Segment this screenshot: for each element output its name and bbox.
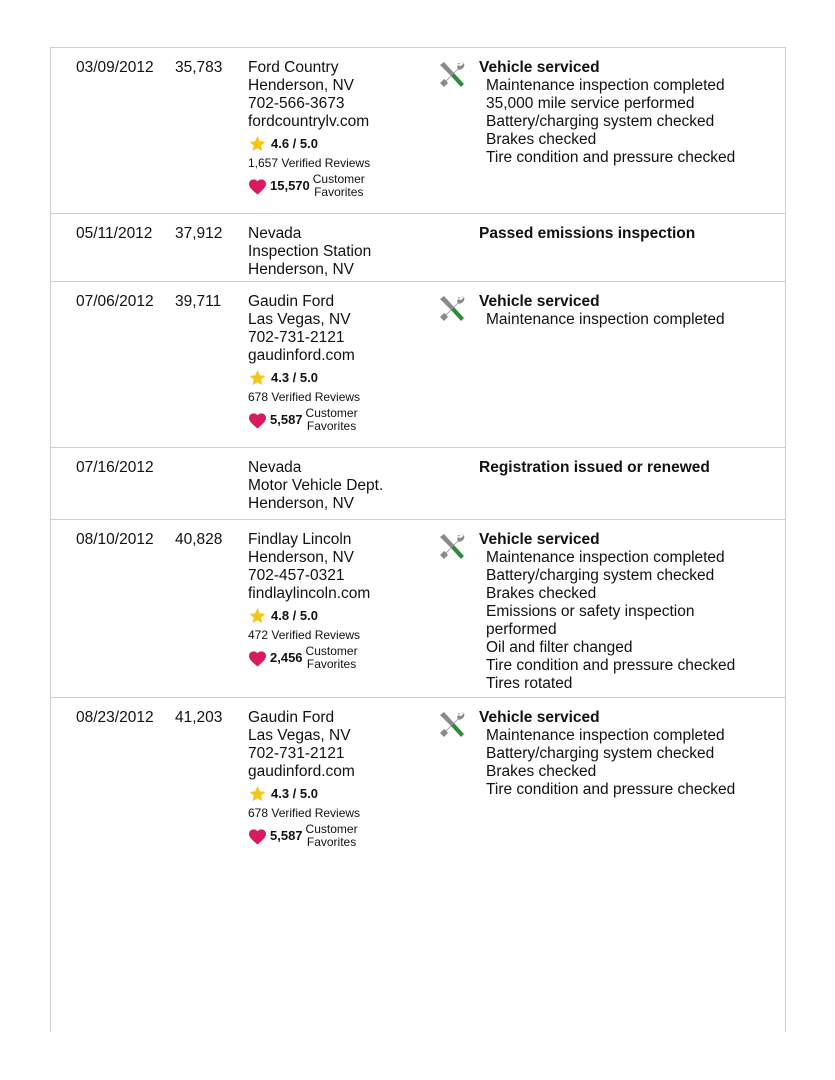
detail-item: Emissions or safety inspection — [486, 603, 695, 620]
detail-item: Tires rotated — [486, 675, 573, 692]
record-details — [479, 59, 779, 167]
wrench-screwdriver-icon — [437, 710, 467, 740]
detail-item: Tire condition and pressure checked — [486, 657, 736, 674]
record-odometer: 40,828 — [175, 531, 223, 548]
source-location: Las Vegas, NV — [248, 727, 351, 744]
favorites-label-line1: Customer — [305, 406, 358, 420]
history-record — [51, 519, 785, 697]
favorites-label — [306, 645, 358, 671]
source-rating — [248, 607, 428, 625]
record-details — [479, 293, 779, 329]
customer-favorites — [248, 171, 428, 201]
record-date: 08/23/2012 — [76, 709, 154, 726]
detail-item: performed — [486, 621, 557, 638]
detail-item: Maintenance inspection completed — [486, 727, 725, 744]
source-rating — [248, 135, 428, 153]
verified-reviews-link[interactable]: 678 Verified Reviews — [248, 390, 361, 404]
favorites-label-line1: Customer — [312, 172, 365, 186]
history-record — [51, 47, 785, 213]
source-location: Henderson, NV — [248, 261, 354, 278]
record-details — [479, 531, 779, 693]
favorites-label — [306, 823, 358, 849]
star-icon — [248, 135, 267, 153]
history-record — [51, 281, 785, 447]
history-record — [51, 697, 785, 865]
rating-value: 4.3 / 5.0 — [271, 370, 318, 385]
heart-icon — [248, 828, 267, 845]
favorites-count: 5,587 — [270, 828, 303, 843]
detail-item: Maintenance inspection completed — [486, 77, 725, 94]
detail-item: 35,000 mile service performed — [486, 95, 695, 112]
source-phone[interactable]: 702-457-0321 — [248, 567, 345, 584]
source-location: Henderson, NV — [248, 77, 354, 94]
verified-reviews-link[interactable]: 678 Verified Reviews — [248, 806, 361, 820]
rating-value: 4.6 / 5.0 — [271, 136, 318, 151]
star-icon — [248, 785, 267, 803]
source-name: Ford Country — [248, 59, 339, 76]
record-odometer: 41,203 — [175, 709, 223, 726]
wrench-screwdriver-icon — [437, 532, 467, 562]
wrench-screwdriver-icon — [437, 60, 467, 90]
customer-favorites — [248, 643, 428, 673]
source-rating — [248, 785, 428, 803]
detail-item: Maintenance inspection completed — [486, 549, 725, 566]
detail-item: Battery/charging system checked — [486, 113, 715, 130]
source-website-link[interactable]: gaudinford.com — [248, 763, 355, 780]
source-name-line2: Motor Vehicle Dept. — [248, 477, 384, 494]
record-source — [248, 459, 428, 513]
record-source — [248, 531, 428, 673]
service-history-records — [51, 47, 785, 865]
record-date: 05/11/2012 — [76, 225, 153, 242]
record-date: 08/10/2012 — [76, 531, 154, 548]
record-odometer: 39,711 — [175, 293, 222, 310]
record-details — [479, 459, 779, 477]
source-rating — [248, 369, 428, 387]
favorites-label-line1: Customer — [305, 822, 358, 836]
history-record — [51, 213, 785, 281]
favorites-label — [306, 407, 358, 433]
record-headline: Passed emissions inspection — [479, 225, 696, 242]
detail-item: Brakes checked — [486, 763, 597, 780]
record-date: 07/06/2012 — [76, 293, 154, 310]
record-headline: Registration issued or renewed — [479, 459, 710, 476]
record-headline: Vehicle serviced — [479, 531, 600, 548]
detail-item: Brakes checked — [486, 131, 597, 148]
favorites-count: 15,570 — [270, 178, 310, 193]
source-phone[interactable]: 702-731-2121 — [248, 745, 345, 762]
rating-value: 4.8 / 5.0 — [271, 608, 318, 623]
record-headline: Vehicle serviced — [479, 293, 600, 310]
source-name: Gaudin Ford — [248, 709, 335, 726]
customer-favorites — [248, 405, 428, 435]
rating-value: 4.3 / 5.0 — [271, 786, 318, 801]
favorites-count: 2,456 — [270, 650, 303, 665]
record-source — [248, 225, 428, 279]
source-phone[interactable]: 702-566-3673 — [248, 95, 345, 112]
record-details — [479, 709, 779, 799]
detail-item: Oil and filter changed — [486, 639, 633, 656]
wrench-screwdriver-icon — [437, 294, 467, 324]
detail-item: Battery/charging system checked — [486, 567, 715, 584]
source-location: Las Vegas, NV — [248, 311, 351, 328]
favorites-label-line2: Favorites — [314, 185, 364, 199]
source-location: Henderson, NV — [248, 549, 354, 566]
detail-item: Tire condition and pressure checked — [486, 149, 736, 166]
heart-icon — [248, 650, 267, 667]
favorites-label-line2: Favorites — [306, 657, 357, 671]
favorites-label-line1: Customer — [305, 644, 358, 658]
source-name: Nevada — [248, 225, 302, 242]
favorites-label-line2: Favorites — [306, 419, 357, 433]
source-phone[interactable]: 702-731-2121 — [248, 329, 345, 346]
source-name: Nevada — [248, 459, 302, 476]
heart-icon — [248, 412, 267, 429]
source-website-link[interactable]: findlaylincoln.com — [248, 585, 371, 602]
source-name: Gaudin Ford — [248, 293, 335, 310]
record-date: 07/16/2012 — [76, 459, 154, 476]
verified-reviews-link[interactable]: 1,657 Verified Reviews — [248, 156, 371, 170]
source-location: Henderson, NV — [248, 495, 354, 512]
source-website-link[interactable]: gaudinford.com — [248, 347, 355, 364]
star-icon — [248, 607, 267, 625]
detail-item: Tire condition and pressure checked — [486, 781, 736, 798]
record-odometer: 37,912 — [175, 225, 223, 242]
source-name: Findlay Lincoln — [248, 531, 352, 548]
star-icon — [248, 369, 267, 387]
record-date: 03/09/2012 — [76, 59, 154, 76]
record-source — [248, 293, 428, 435]
favorites-count: 5,587 — [270, 412, 303, 427]
heart-icon — [248, 178, 267, 195]
history-table-frame — [50, 47, 786, 1032]
detail-item: Maintenance inspection completed — [486, 311, 725, 328]
favorites-label-line2: Favorites — [306, 835, 357, 849]
record-headline: Vehicle serviced — [479, 709, 600, 726]
source-name-line2: Inspection Station — [248, 243, 372, 260]
verified-reviews-link[interactable]: 472 Verified Reviews — [248, 628, 361, 642]
customer-favorites — [248, 821, 428, 851]
detail-item: Brakes checked — [486, 585, 597, 602]
source-website-link[interactable]: fordcountrylv.com — [248, 113, 370, 130]
record-odometer: 35,783 — [175, 59, 223, 76]
record-source — [248, 59, 428, 201]
record-source — [248, 709, 428, 851]
history-record — [51, 447, 785, 519]
favorites-label — [313, 173, 365, 199]
record-details — [479, 225, 779, 243]
detail-item: Battery/charging system checked — [486, 745, 715, 762]
record-headline: Vehicle serviced — [479, 59, 600, 76]
